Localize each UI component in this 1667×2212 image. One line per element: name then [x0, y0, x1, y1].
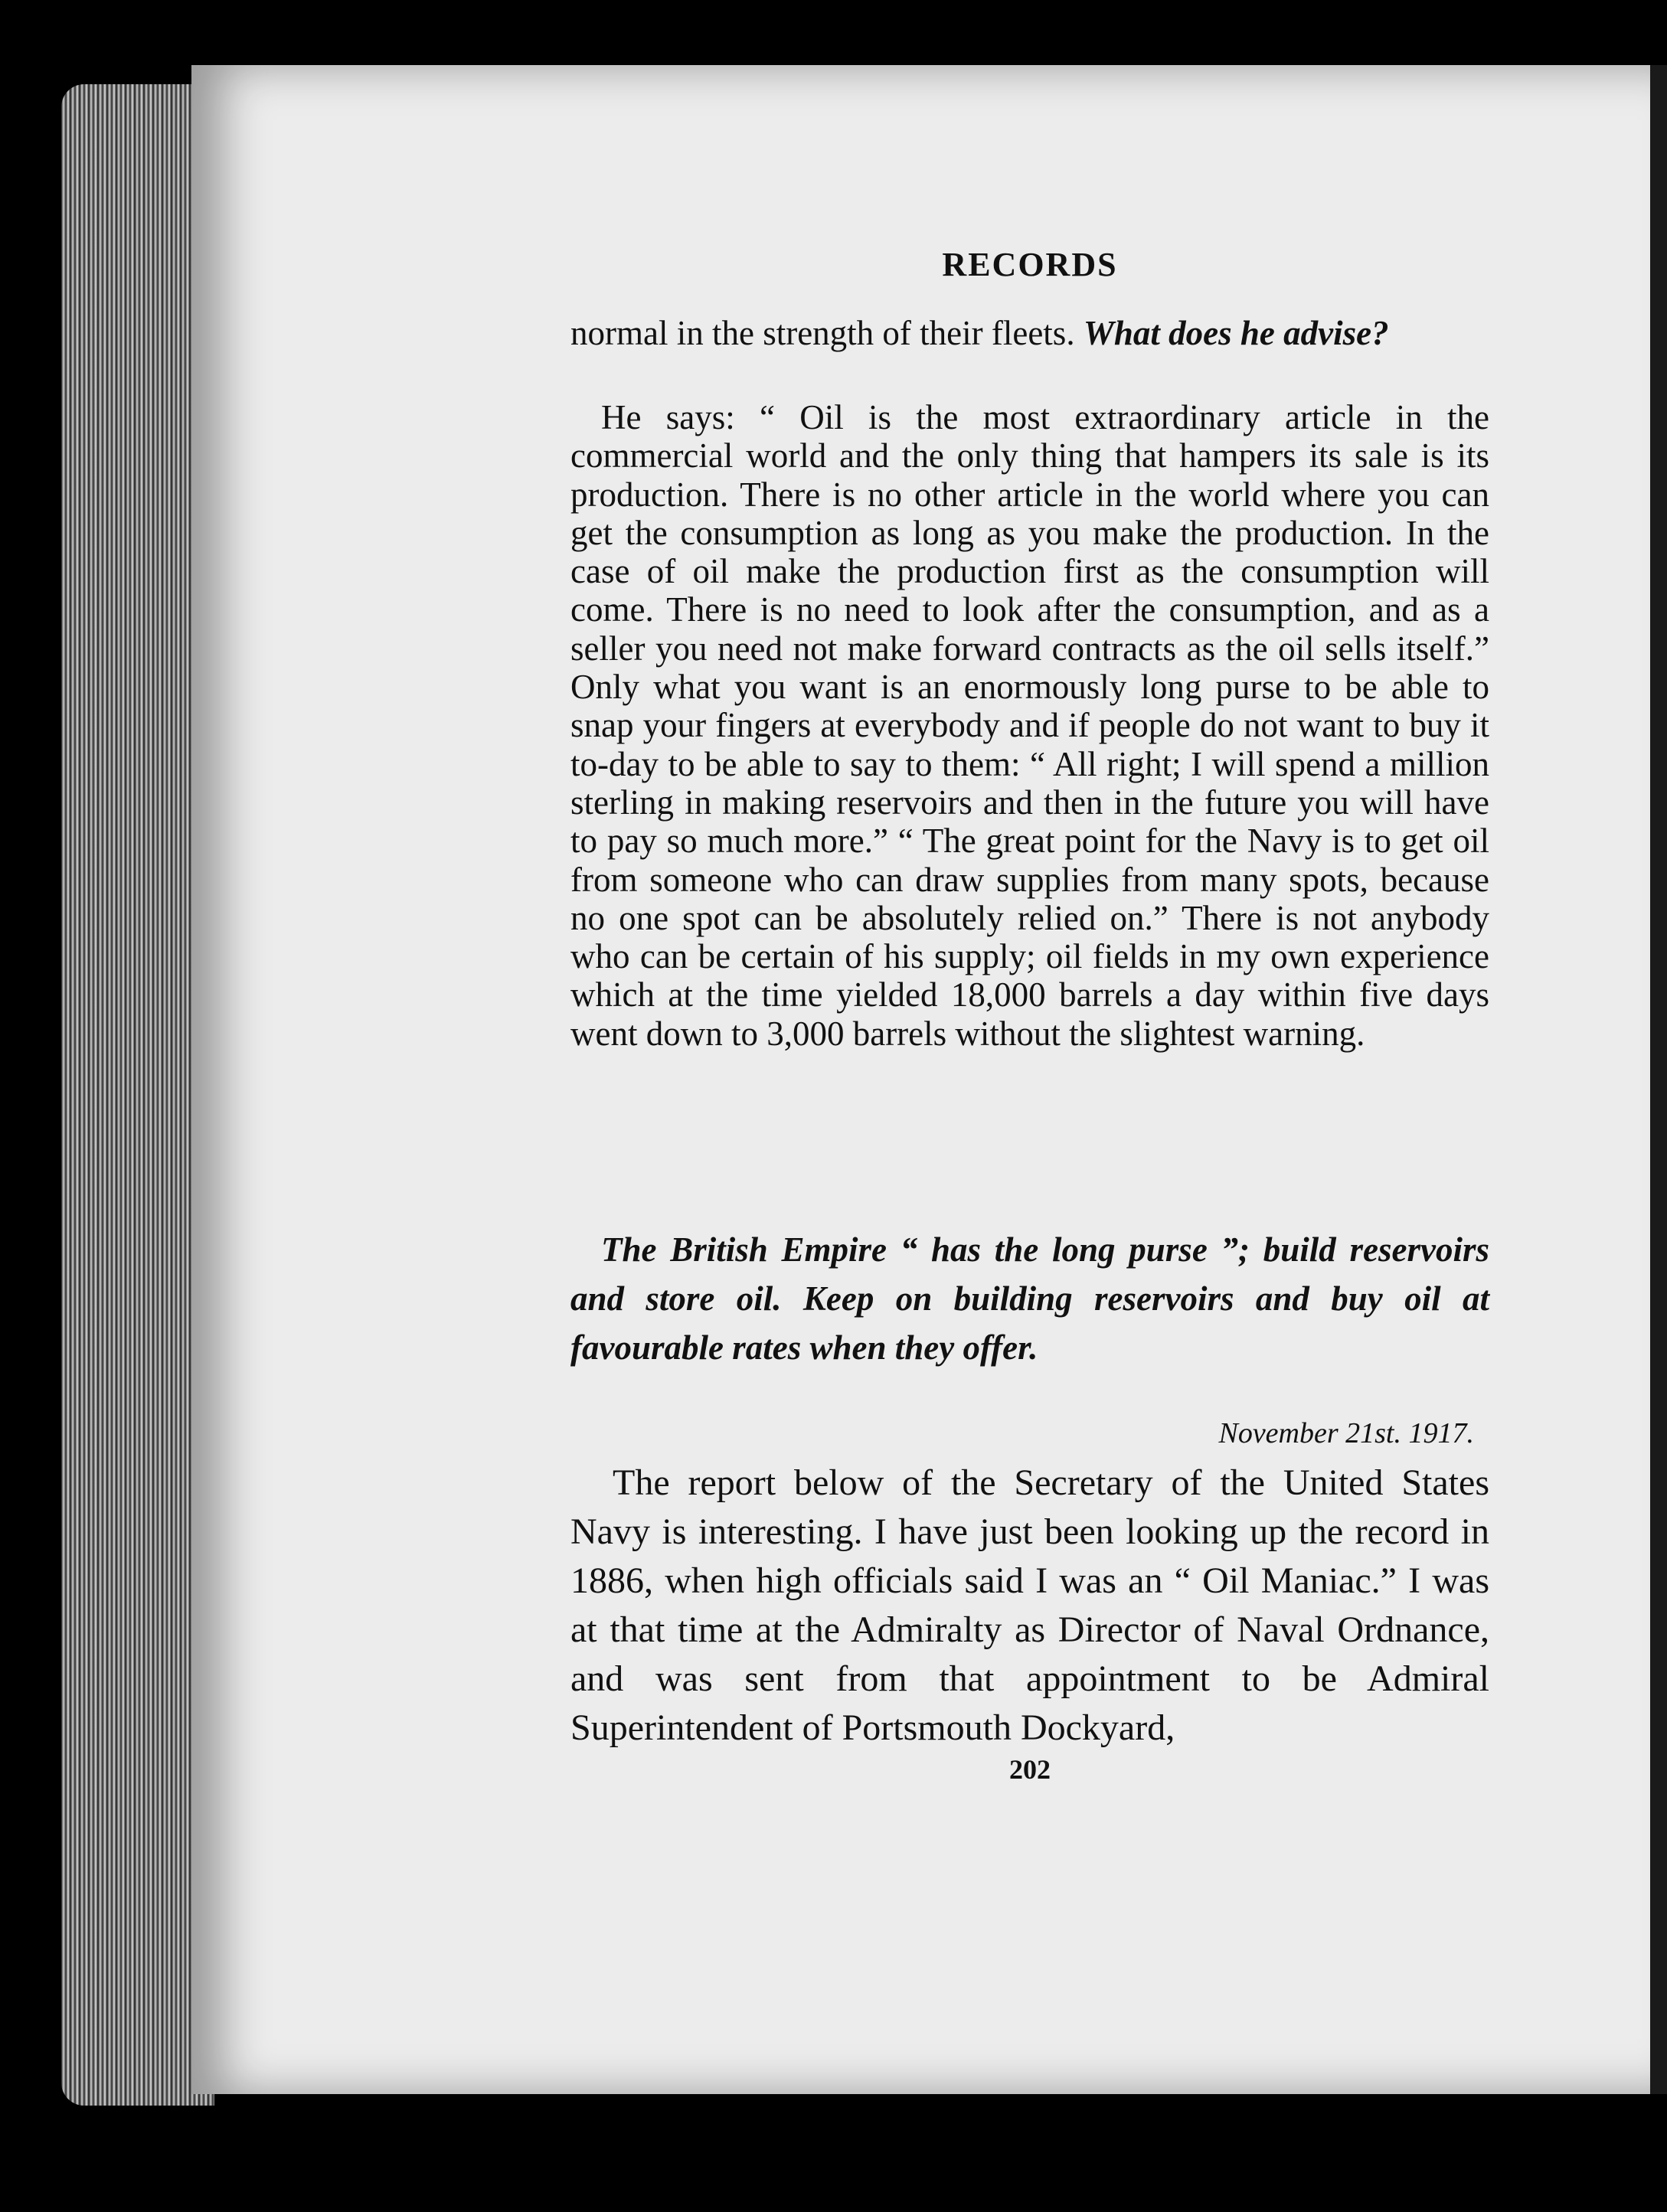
paragraph-conclusion-italic: The British Empire “ has the long purse ”; build reservoirs and store oil. Keep on building reservoirs and buy oil at favourable rates when they offer.	[570, 1230, 1489, 1367]
paragraph-quotation: He says: “ Oil is the most extraordinary article in the commercial world and the only thing that hampers its sale is its production. There is no other article in the world where you can get the consumption as long as you make the production. In the case of oil make the production first as the consumption will come. There is no need to look after the consumption, and as a seller you need not make forward contracts as the oil sells itself.” Only what you want is an enormously long purse to be able to snap your fingers at everybody and if people do not want to buy it to-day to be able to say to them: “ All right; I will spend a million sterling in making reservoirs and then in the future you will have to pay so much more.” “ The great point for the Navy is to get oil from someone who can draw supplies from many spots, because no one spot can be absolutely relied on.” There is not anybody who can be certain of his supply; oil fields in my own experience which at the time yielded 18,000 barrels a day within five days went down to 3,000 barrels without the slightest warning.	[570, 398, 1489, 1053]
entry-date: November 21st. 1917.	[1218, 1417, 1474, 1449]
paragraph-report: The report below of the Secretary of the United States Navy is interesting. I have just been looking up the record in 1886, when high officials said I was an “ Oil Maniac.” I was at that time at the Admiralty as Director of Naval Ordnance, and was sent from that appointment to be Admiral Superintendent of Portsmouth Dockyard,	[570, 1462, 1489, 1748]
page-number: 202	[1009, 1754, 1051, 1785]
running-head: RECORDS	[942, 246, 1118, 283]
paragraph-opening-question: What does he advise?	[1083, 314, 1389, 352]
binding-edge	[1650, 65, 1667, 2094]
page-surface	[191, 65, 1662, 2094]
paragraph-opening-text: normal in the strength of their fleets.	[570, 314, 1084, 352]
paragraph-opening	[570, 314, 1489, 352]
